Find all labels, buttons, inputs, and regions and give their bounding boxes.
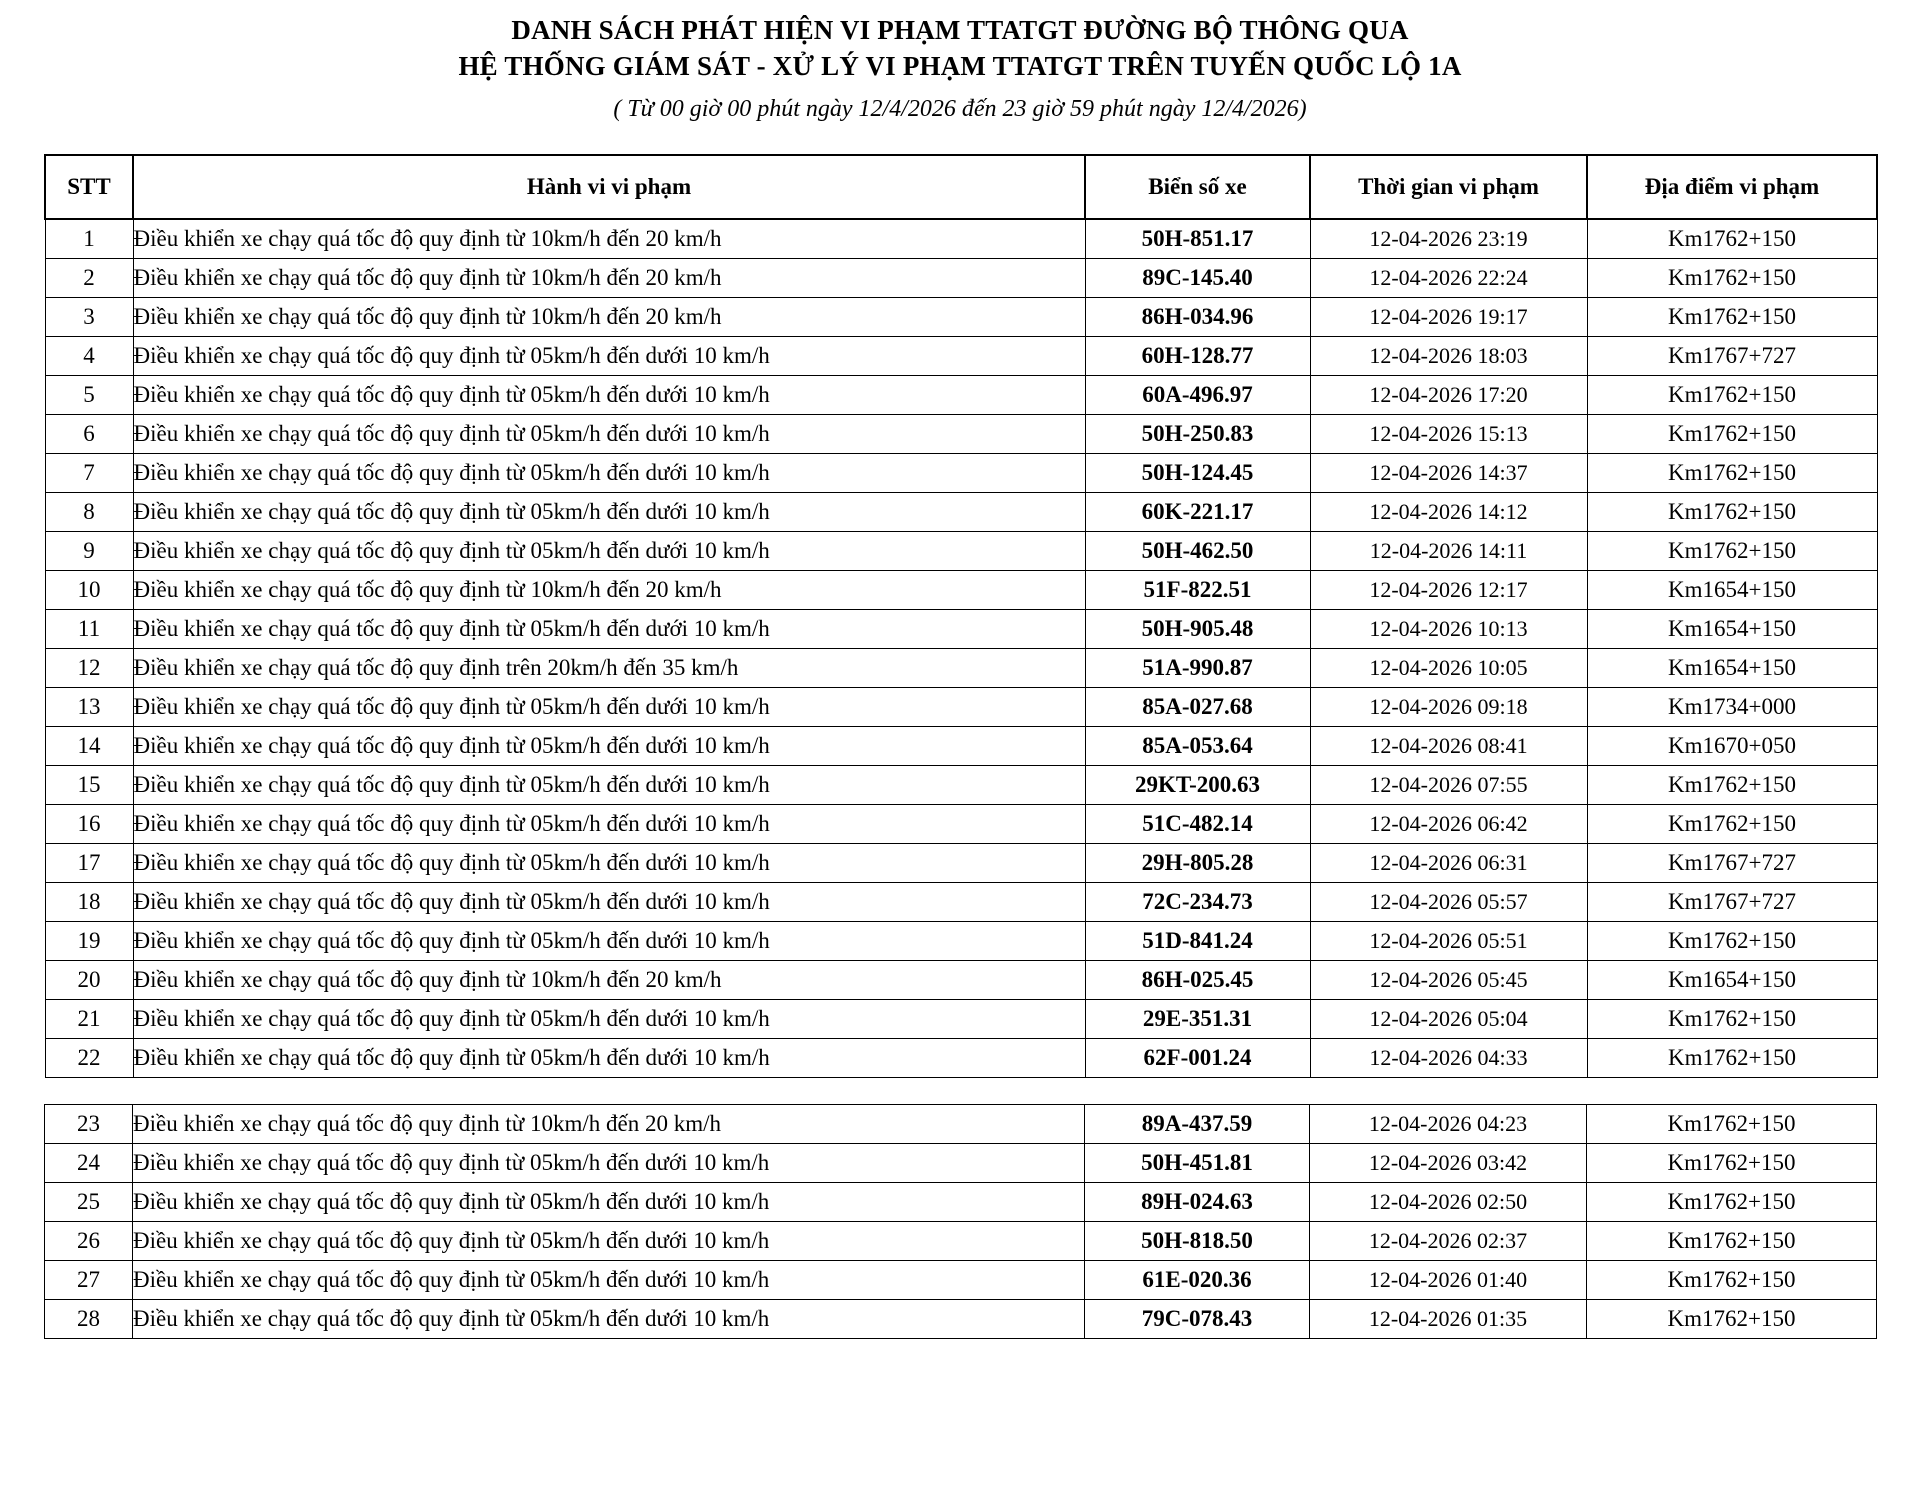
table-row [45, 922, 1877, 961]
cell-hanh-vi: Điều khiển xe chạy quá tốc độ quy định từ 05km/h đến dưới 10 km/h [133, 1222, 1085, 1261]
cell-hanh-vi: Điều khiển xe chạy quá tốc độ quy định từ 10km/h đến 20 km/h [133, 571, 1085, 610]
cell-dia-diem: Km1762+150 [1587, 805, 1877, 844]
cell-dia-diem: Km1767+727 [1587, 844, 1877, 883]
cell-stt: 6 [45, 415, 133, 454]
table-row [45, 688, 1877, 727]
cell-dia-diem: Km1762+150 [1587, 415, 1877, 454]
table-row [45, 1222, 1877, 1261]
cell-stt: 2 [45, 259, 133, 298]
cell-bien-so: 61E-020.36 [1085, 1261, 1310, 1300]
cell-thoi-gian: 12-04-2026 02:37 [1310, 1222, 1587, 1261]
cell-hanh-vi: Điều khiển xe chạy quá tốc độ quy định từ 05km/h đến dưới 10 km/h [133, 1039, 1085, 1078]
cell-stt: 12 [45, 649, 133, 688]
cell-dia-diem: Km1762+150 [1587, 1000, 1877, 1039]
cell-stt: 18 [45, 883, 133, 922]
cell-stt: 17 [45, 844, 133, 883]
cell-dia-diem: Km1762+150 [1587, 376, 1877, 415]
cell-stt: 13 [45, 688, 133, 727]
cell-dia-diem: Km1670+050 [1587, 727, 1877, 766]
cell-thoi-gian: 12-04-2026 23:19 [1310, 219, 1587, 259]
cell-stt: 23 [45, 1105, 133, 1144]
cell-hanh-vi: Điều khiển xe chạy quá tốc độ quy định từ 05km/h đến dưới 10 km/h [133, 1300, 1085, 1339]
cell-bien-so: 89A-437.59 [1085, 1105, 1310, 1144]
cell-thoi-gian: 12-04-2026 01:35 [1310, 1300, 1587, 1339]
cell-stt: 24 [45, 1144, 133, 1183]
cell-dia-diem: Km1762+150 [1587, 532, 1877, 571]
cell-dia-diem: Km1654+150 [1587, 610, 1877, 649]
table-row [45, 961, 1877, 1000]
cell-stt: 16 [45, 805, 133, 844]
cell-thoi-gian: 12-04-2026 18:03 [1310, 337, 1587, 376]
cell-hanh-vi: Điều khiển xe chạy quá tốc độ quy định từ 05km/h đến dưới 10 km/h [133, 688, 1085, 727]
cell-dia-diem: Km1762+150 [1587, 1261, 1877, 1300]
cell-bien-so: 50H-818.50 [1085, 1222, 1310, 1261]
cell-stt: 27 [45, 1261, 133, 1300]
cell-thoi-gian: 12-04-2026 14:11 [1310, 532, 1587, 571]
cell-thoi-gian: 12-04-2026 07:55 [1310, 766, 1587, 805]
cell-stt: 9 [45, 532, 133, 571]
table-row [45, 571, 1877, 610]
table-row [45, 259, 1877, 298]
cell-dia-diem: Km1762+150 [1587, 1039, 1877, 1078]
cell-dia-diem: Km1762+150 [1587, 1144, 1877, 1183]
cell-hanh-vi: Điều khiển xe chạy quá tốc độ quy định từ 05km/h đến dưới 10 km/h [133, 1144, 1085, 1183]
cell-stt: 4 [45, 337, 133, 376]
cell-bien-so: 89C-145.40 [1085, 259, 1310, 298]
cell-hanh-vi: Điều khiển xe chạy quá tốc độ quy định từ 10km/h đến 20 km/h [133, 961, 1085, 1000]
cell-thoi-gian: 12-04-2026 03:42 [1310, 1144, 1587, 1183]
cell-hanh-vi: Điều khiển xe chạy quá tốc độ quy định từ 10km/h đến 20 km/h [133, 298, 1085, 337]
cell-dia-diem: Km1762+150 [1587, 298, 1877, 337]
cell-bien-so: 29E-351.31 [1085, 1000, 1310, 1039]
cell-thoi-gian: 12-04-2026 01:40 [1310, 1261, 1587, 1300]
document-title-line-1: DANH SÁCH PHÁT HIỆN VI PHẠM TTATGT ĐƯỜNG BỘ THÔNG QUA [511, 15, 1409, 45]
cell-stt: 10 [45, 571, 133, 610]
cell-thoi-gian: 12-04-2026 04:23 [1310, 1105, 1587, 1144]
table-row [45, 1105, 1877, 1144]
cell-hanh-vi: Điều khiển xe chạy quá tốc độ quy định từ 10km/h đến 20 km/h [133, 219, 1085, 259]
cell-dia-diem: Km1767+727 [1587, 337, 1877, 376]
violations-table-part-2 [44, 1104, 1877, 1339]
cell-bien-so: 50H-124.45 [1085, 454, 1310, 493]
table-row [45, 1183, 1877, 1222]
cell-bien-so: 50H-462.50 [1085, 532, 1310, 571]
cell-stt: 7 [45, 454, 133, 493]
cell-dia-diem: Km1762+150 [1587, 219, 1877, 259]
cell-hanh-vi: Điều khiển xe chạy quá tốc độ quy định từ 05km/h đến dưới 10 km/h [133, 1261, 1085, 1300]
cell-dia-diem: Km1767+727 [1587, 883, 1877, 922]
cell-thoi-gian: 12-04-2026 19:17 [1310, 298, 1587, 337]
table-row [45, 844, 1877, 883]
cell-dia-diem: Km1762+150 [1587, 493, 1877, 532]
cell-hanh-vi: Điều khiển xe chạy quá tốc độ quy định từ 05km/h đến dưới 10 km/h [133, 610, 1085, 649]
cell-stt: 1 [45, 219, 133, 259]
cell-hanh-vi: Điều khiển xe chạy quá tốc độ quy định từ 05km/h đến dưới 10 km/h [133, 337, 1085, 376]
cell-thoi-gian: 12-04-2026 04:33 [1310, 1039, 1587, 1078]
cell-hanh-vi: Điều khiển xe chạy quá tốc độ quy định từ 05km/h đến dưới 10 km/h [133, 805, 1085, 844]
cell-bien-so: 60A-496.97 [1085, 376, 1310, 415]
cell-hanh-vi: Điều khiển xe chạy quá tốc độ quy định trên 20km/h đến 35 km/h [133, 649, 1085, 688]
cell-dia-diem: Km1654+150 [1587, 571, 1877, 610]
cell-thoi-gian: 12-04-2026 06:42 [1310, 805, 1587, 844]
cell-bien-so: 51C-482.14 [1085, 805, 1310, 844]
table-row [45, 532, 1877, 571]
cell-thoi-gian: 12-04-2026 14:37 [1310, 454, 1587, 493]
table-row [45, 1144, 1877, 1183]
table-row [45, 454, 1877, 493]
cell-thoi-gian: 12-04-2026 14:12 [1310, 493, 1587, 532]
cell-hanh-vi: Điều khiển xe chạy quá tốc độ quy định từ 05km/h đến dưới 10 km/h [133, 532, 1085, 571]
cell-hanh-vi: Điều khiển xe chạy quá tốc độ quy định từ 10km/h đến 20 km/h [133, 1105, 1085, 1144]
cell-thoi-gian: 12-04-2026 05:45 [1310, 961, 1587, 1000]
violations-table-body-part-2 [45, 1105, 1877, 1339]
cell-stt: 28 [45, 1300, 133, 1339]
cell-thoi-gian: 12-04-2026 09:18 [1310, 688, 1587, 727]
cell-hanh-vi: Điều khiển xe chạy quá tốc độ quy định từ 05km/h đến dưới 10 km/h [133, 1183, 1085, 1222]
cell-stt: 19 [45, 922, 133, 961]
cell-bien-so: 86H-025.45 [1085, 961, 1310, 1000]
cell-bien-so: 85A-053.64 [1085, 727, 1310, 766]
table-row [45, 727, 1877, 766]
cell-dia-diem: Km1762+150 [1587, 259, 1877, 298]
cell-thoi-gian: 12-04-2026 17:20 [1310, 376, 1587, 415]
table-row [45, 219, 1877, 259]
column-header-bien-so: Biển số xe [1085, 155, 1310, 219]
cell-dia-diem: Km1654+150 [1587, 961, 1877, 1000]
cell-bien-so: 72C-234.73 [1085, 883, 1310, 922]
cell-bien-so: 62F-001.24 [1085, 1039, 1310, 1078]
cell-thoi-gian: 12-04-2026 08:41 [1310, 727, 1587, 766]
cell-bien-so: 29KT-200.63 [1085, 766, 1310, 805]
tables-container [0, 154, 1920, 1339]
cell-bien-so: 29H-805.28 [1085, 844, 1310, 883]
cell-stt: 26 [45, 1222, 133, 1261]
cell-bien-so: 51F-822.51 [1085, 571, 1310, 610]
cell-hanh-vi: Điều khiển xe chạy quá tốc độ quy định từ 10km/h đến 20 km/h [133, 259, 1085, 298]
cell-thoi-gian: 12-04-2026 12:17 [1310, 571, 1587, 610]
cell-bien-so: 51A-990.87 [1085, 649, 1310, 688]
cell-thoi-gian: 12-04-2026 02:50 [1310, 1183, 1587, 1222]
cell-hanh-vi: Điều khiển xe chạy quá tốc độ quy định từ 05km/h đến dưới 10 km/h [133, 844, 1085, 883]
cell-dia-diem: Km1762+150 [1587, 1300, 1877, 1339]
table-row [45, 805, 1877, 844]
cell-bien-so: 85A-027.68 [1085, 688, 1310, 727]
violations-table-part-1 [44, 154, 1878, 1078]
cell-hanh-vi: Điều khiển xe chạy quá tốc độ quy định từ 05km/h đến dưới 10 km/h [133, 376, 1085, 415]
cell-stt: 14 [45, 727, 133, 766]
cell-hanh-vi: Điều khiển xe chạy quá tốc độ quy định từ 05km/h đến dưới 10 km/h [133, 766, 1085, 805]
table-row [45, 298, 1877, 337]
cell-bien-so: 50H-851.17 [1085, 219, 1310, 259]
cell-thoi-gian: 12-04-2026 22:24 [1310, 259, 1587, 298]
table-row [45, 1300, 1877, 1339]
cell-stt: 22 [45, 1039, 133, 1078]
cell-dia-diem: Km1762+150 [1587, 1105, 1877, 1144]
document-title-line-2: HỆ THỐNG GIÁM SÁT - XỬ LÝ VI PHẠM TTATGT TRÊN TUYẾN QUỐC LỘ 1A [458, 51, 1462, 81]
cell-hanh-vi: Điều khiển xe chạy quá tốc độ quy định từ 05km/h đến dưới 10 km/h [133, 727, 1085, 766]
column-header-stt: STT [45, 155, 133, 219]
cell-thoi-gian: 12-04-2026 10:05 [1310, 649, 1587, 688]
cell-thoi-gian: 12-04-2026 05:51 [1310, 922, 1587, 961]
cell-hanh-vi: Điều khiển xe chạy quá tốc độ quy định từ 05km/h đến dưới 10 km/h [133, 454, 1085, 493]
cell-hanh-vi: Điều khiển xe chạy quá tốc độ quy định từ 05km/h đến dưới 10 km/h [133, 415, 1085, 454]
document-header [0, 0, 1920, 128]
cell-stt: 15 [45, 766, 133, 805]
cell-stt: 3 [45, 298, 133, 337]
table-header-row [45, 155, 1877, 219]
cell-bien-so: 50H-905.48 [1085, 610, 1310, 649]
cell-thoi-gian: 12-04-2026 06:31 [1310, 844, 1587, 883]
cell-stt: 8 [45, 493, 133, 532]
cell-bien-so: 89H-024.63 [1085, 1183, 1310, 1222]
cell-dia-diem: Km1762+150 [1587, 454, 1877, 493]
table-row [45, 766, 1877, 805]
column-header-thoi-gian: Thời gian vi phạm [1310, 155, 1587, 219]
table-row [45, 649, 1877, 688]
cell-bien-so: 50H-451.81 [1085, 1144, 1310, 1183]
cell-stt: 21 [45, 1000, 133, 1039]
column-header-hanh-vi: Hành vi vi phạm [133, 155, 1085, 219]
cell-dia-diem: Km1734+000 [1587, 688, 1877, 727]
cell-bien-so: 79C-078.43 [1085, 1300, 1310, 1339]
cell-dia-diem: Km1762+150 [1587, 1183, 1877, 1222]
cell-bien-so: 51D-841.24 [1085, 922, 1310, 961]
cell-thoi-gian: 12-04-2026 05:57 [1310, 883, 1587, 922]
violations-table-body-part-1 [45, 219, 1877, 1078]
cell-thoi-gian: 12-04-2026 10:13 [1310, 610, 1587, 649]
table-row [45, 376, 1877, 415]
cell-thoi-gian: 12-04-2026 05:04 [1310, 1000, 1587, 1039]
cell-bien-so: 60K-221.17 [1085, 493, 1310, 532]
cell-dia-diem: Km1762+150 [1587, 922, 1877, 961]
table-row [45, 610, 1877, 649]
cell-bien-so: 86H-034.96 [1085, 298, 1310, 337]
column-header-dia-diem: Địa điểm vi phạm [1587, 155, 1877, 219]
cell-hanh-vi: Điều khiển xe chạy quá tốc độ quy định từ 05km/h đến dưới 10 km/h [133, 922, 1085, 961]
cell-bien-so: 60H-128.77 [1085, 337, 1310, 376]
cell-stt: 20 [45, 961, 133, 1000]
cell-hanh-vi: Điều khiển xe chạy quá tốc độ quy định từ 05km/h đến dưới 10 km/h [133, 493, 1085, 532]
document-subtitle-period: ( Từ 00 giờ 00 phút ngày 12/4/2026 đến 23 giờ 59 phút ngày 12/4/2026) [613, 96, 1307, 122]
cell-thoi-gian: 12-04-2026 15:13 [1310, 415, 1587, 454]
cell-hanh-vi: Điều khiển xe chạy quá tốc độ quy định từ 05km/h đến dưới 10 km/h [133, 883, 1085, 922]
cell-dia-diem: Km1654+150 [1587, 649, 1877, 688]
cell-bien-so: 50H-250.83 [1085, 415, 1310, 454]
table-row [45, 1261, 1877, 1300]
cell-hanh-vi: Điều khiển xe chạy quá tốc độ quy định từ 05km/h đến dưới 10 km/h [133, 1000, 1085, 1039]
cell-stt: 11 [45, 610, 133, 649]
cell-stt: 5 [45, 376, 133, 415]
table-row [45, 1039, 1877, 1078]
cell-dia-diem: Km1762+150 [1587, 766, 1877, 805]
cell-dia-diem: Km1762+150 [1587, 1222, 1877, 1261]
violations-table-header [45, 155, 1877, 219]
table-row [45, 493, 1877, 532]
table-row [45, 337, 1877, 376]
cell-stt: 25 [45, 1183, 133, 1222]
table-row [45, 1000, 1877, 1039]
table-row [45, 415, 1877, 454]
table-row [45, 883, 1877, 922]
